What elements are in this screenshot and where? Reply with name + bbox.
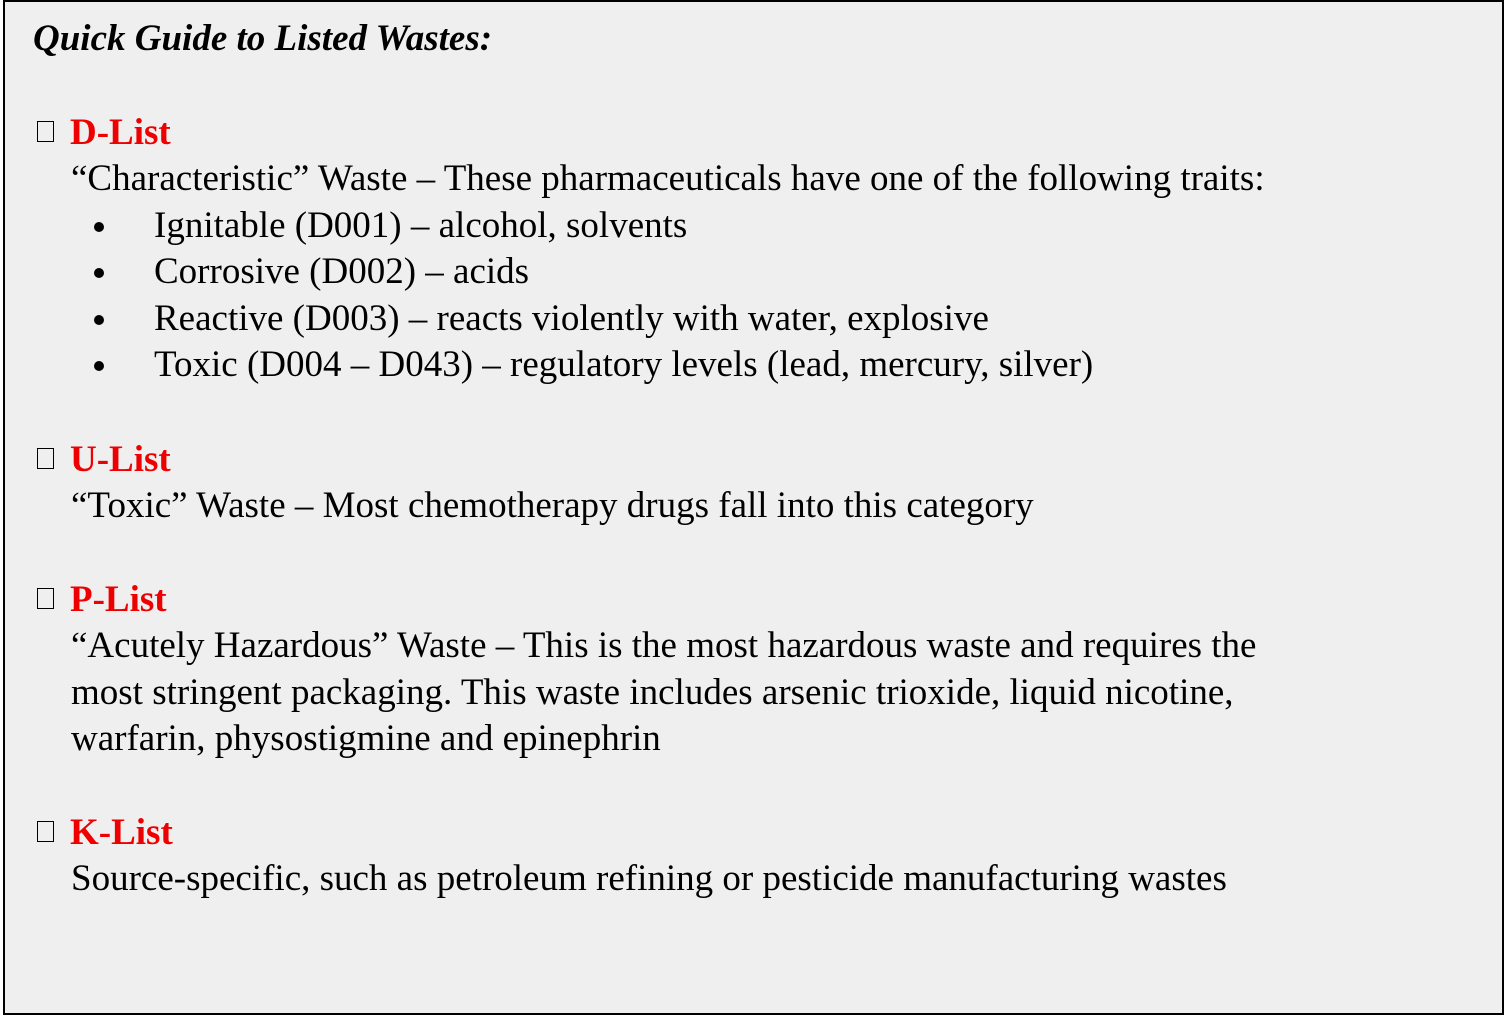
checkbox-icon <box>37 588 54 609</box>
p-list-section <box>37 577 1256 763</box>
k-list-label: K-List <box>70 812 173 854</box>
p-list-description-line-2: most stringent packaging. This waste includes arsenic trioxide, liquid nicotine, <box>71 671 1234 713</box>
k-list-description: Source-specific, such as petroleum refining or pesticide manufacturing wastes <box>71 858 1227 899</box>
k-list-heading <box>37 810 1227 856</box>
p-list-label: P-List <box>70 579 167 621</box>
guide-title: Quick Guide to Listed Wastes: <box>33 18 493 59</box>
trait-item <box>37 249 1265 296</box>
bullet-icon <box>94 268 104 278</box>
checkbox-icon <box>37 821 54 842</box>
trait-text: Ignitable (D001) – alcohol, solvents <box>154 204 688 246</box>
u-list-description: “Toxic” Waste – Most chemotherapy drugs fall into this category <box>71 485 1034 526</box>
trait-item <box>37 342 1265 389</box>
checkbox-icon <box>37 448 54 469</box>
checkbox-icon <box>37 121 54 142</box>
trait-text: Toxic (D004 – D043) – regulatory levels (lead, mercury, silver) <box>154 344 1094 385</box>
p-list-description-line-3: warfarin, physostigmine and epinephrin <box>71 718 661 759</box>
d-list-heading <box>37 110 1265 156</box>
trait-item <box>37 296 1265 343</box>
k-list-section <box>37 810 1227 903</box>
listed-wastes-guide-box <box>3 0 1504 1015</box>
bullet-icon <box>94 222 104 232</box>
d-list-section <box>37 110 1265 389</box>
p-list-description-line-1: “Acutely Hazardous” Waste – This is the most hazardous waste and requires the <box>71 625 1257 666</box>
bullet-icon <box>94 361 104 371</box>
d-list-label: D-List <box>70 112 171 154</box>
trait-item <box>37 203 1265 250</box>
u-list-heading <box>37 437 1034 483</box>
trait-text: Reactive (D003) – reacts violently with water, explosive <box>154 297 989 339</box>
bullet-icon <box>94 315 104 325</box>
d-list-description: “Characteristic” Waste – These pharmaceuticals have one of the following traits: <box>71 158 1265 199</box>
d-list-traits <box>37 203 1265 389</box>
p-list-heading <box>37 577 1256 623</box>
trait-text: Corrosive (D002) – acids <box>154 251 530 292</box>
u-list-section <box>37 437 1034 530</box>
u-list-label: U-List <box>70 439 171 481</box>
